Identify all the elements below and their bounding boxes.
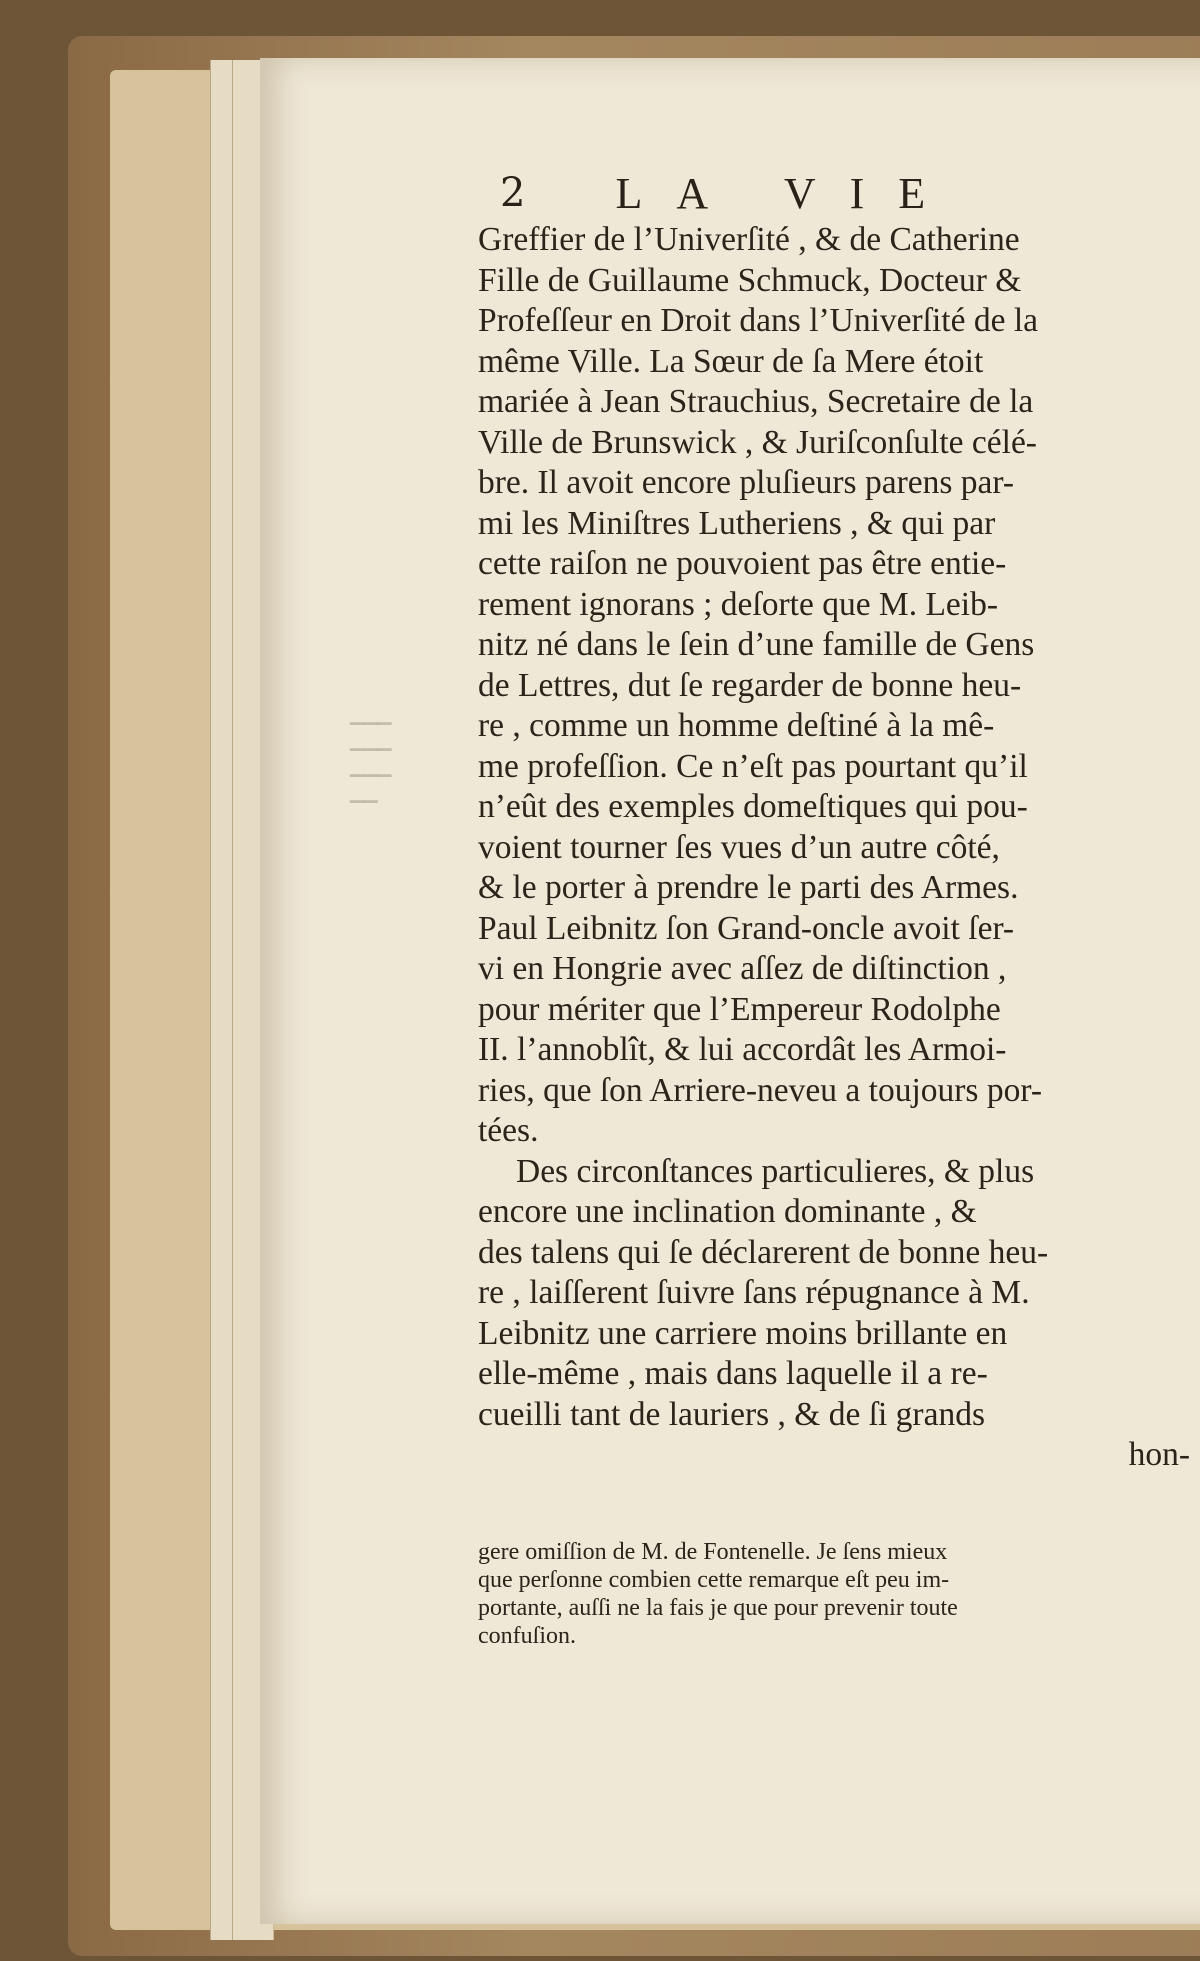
- text-line: de Lettres, dut ſe regarder de bonne heu-: [478, 666, 1022, 704]
- text-line: nitz né dans le ſein d’une famille de Gens: [478, 626, 1035, 663]
- text-line: & le porter à prendre le parti des Armes.: [478, 869, 1019, 906]
- footnote: [478, 1538, 1198, 1650]
- text-line: même Ville. La Sœur de ſa Mere étoit: [478, 342, 984, 380]
- text-line: Des circonſtances particulieres, & plus: [516, 1152, 1035, 1190]
- catchword: hon-: [1128, 1436, 1190, 1473]
- text-line: Greffier de l’Univerſité , & de Catherine: [478, 221, 1020, 258]
- text-line: Fille de Guillaume Schmuck, Docteur &: [478, 261, 1022, 299]
- text-line: voient tourner ſes vues d’un autre côté,: [478, 828, 1000, 866]
- footnote-line: que perſonne combien cette remarque eſt peu im-: [478, 1567, 950, 1593]
- text-line: mi les Miniſtres Lutheriens , & qui par: [478, 504, 996, 542]
- text-line: des talens qui ſe déclarerent de bonne heu-: [478, 1233, 1049, 1271]
- text-line: II. l’annoblît, & lui accordât les Armoi-: [478, 1031, 1007, 1068]
- text-line: bre. Il avoit encore pluſieurs parens par-: [478, 464, 1015, 501]
- text-line: cueilli tant de lauriers , & de ſi grands: [478, 1395, 985, 1433]
- text-line: re , laiſſerent ſuivre ſans répugnance à M.: [478, 1274, 1030, 1311]
- text-line: Profeſſeur en Droit dans l’Univerſité de la: [478, 302, 1039, 339]
- text-line: me profeſſion. Ce n’eſt pas pourtant qu’il: [478, 747, 1028, 785]
- text-line: pour mériter que l’Empereur Rodolphe: [478, 990, 1001, 1028]
- running-title: LA VIE: [615, 168, 960, 218]
- text-line: rement ignorans ; deſorte que M. Leib-: [478, 585, 999, 623]
- text-line: ries, que ſon Arriere-neveu a toujours por-: [478, 1071, 1042, 1109]
- text-line: elle-même , mais dans laquelle il a re-: [478, 1355, 988, 1392]
- text-line: mariée à Jean Strauchius, Secretaire de la: [478, 383, 1034, 420]
- main-text: [478, 220, 1198, 1476]
- text-line: Ville de Brunswick , & Juriſconſulte célé-: [478, 423, 1037, 461]
- footnote-line: confuſion.: [478, 1623, 576, 1649]
- show-through-text: ▔▔▔ ▔▔▔ ▔▔▔ ▔▔: [350, 723, 392, 821]
- text-line: vi en Hongrie avec aſſez de diſtinction ,: [478, 950, 1007, 987]
- text-line: tées.: [478, 1112, 539, 1149]
- text-line: Leibnitz une carriere moins brillante en: [478, 1314, 1008, 1352]
- footnote-line: portante, auſſi ne la fais je que pour prevenir toute: [478, 1595, 958, 1621]
- page-header: [500, 163, 1200, 223]
- footnote-line: gere omiſſion de M. de Fontenelle. Je ſens mieux: [478, 1539, 948, 1565]
- text-line: re , comme un homme deſtiné à la mê-: [478, 707, 995, 744]
- text-line: Paul Leibnitz ſon Grand-oncle avoit ſer-: [478, 909, 1015, 947]
- text-line: n’eût des exemples domeſtiques qui pou-: [478, 788, 1028, 825]
- page-number: 2: [500, 170, 526, 216]
- text-line: cette raiſon ne pouvoient pas être entie-: [478, 545, 1007, 582]
- text-line: encore une inclination dominante , &: [478, 1193, 977, 1230]
